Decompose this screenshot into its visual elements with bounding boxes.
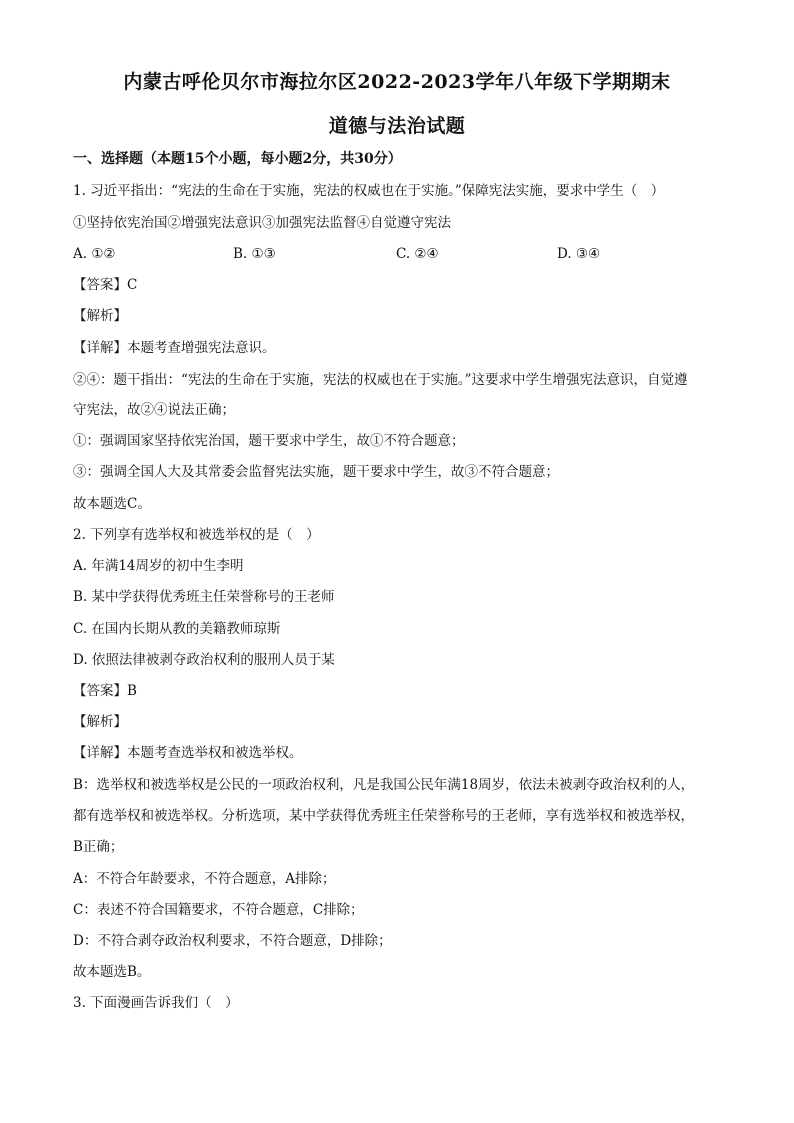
document-title: 内蒙古呼伦贝尔市海拉尔区2022-2023学年八年级下学期期末 — [123, 71, 671, 93]
question-1-answer: 【答案】C — [73, 277, 138, 293]
question-2-analysis-label: 【解析】 — [73, 714, 127, 730]
question-1-explanation-3: ③：强调全国人大及其常委会监督宪法实施，题干要求中学生，故③不符合题意； — [73, 464, 559, 480]
question-1-explanation-2: ①：强调国家坚持依宪治国，题干要求中学生，故①不符合题意； — [73, 433, 465, 449]
question-2-conclusion: 故本题选B。 — [73, 964, 151, 980]
question-1-items: ①坚持依宪治国②增强宪法意识③加强宪法监督④自觉遵守宪法 — [73, 215, 451, 231]
question-2-explanation-3: C：表述不符合国籍要求，不符合题意，C排除； — [73, 902, 364, 918]
question-2-answer: 【答案】B — [73, 683, 137, 699]
question-1-conclusion: 故本题选C。 — [73, 496, 151, 512]
question-2-explanation-1c: B正确； — [73, 839, 124, 855]
question-1-detail: 【详解】本题考查增强宪法意识。 — [73, 340, 276, 356]
question-2-explanation-1a: B：选举权和被选举权是公民的一项政治权利，凡是我国公民年满18周岁，依法未被剥夺政治权利的人， — [73, 777, 695, 793]
question-2-explanation-4: D：不符合剥夺政治权利要求，不符合题意，D排除； — [73, 933, 392, 949]
question-2-explanation-1b: 都有选举权和被选举权。分析选项，某中学获得优秀班主任荣誉称号的王老师，享有选举权和被选举权， — [73, 808, 694, 824]
question-1-option-a: A. ①② — [73, 246, 116, 262]
question-1-explanation-1b: 守宪法，故②④说法正确； — [73, 402, 235, 418]
question-1-analysis-label: 【解析】 — [73, 308, 127, 324]
question-2-explanation-2: A：不符合年龄要求，不符合题意，A排除； — [73, 871, 336, 887]
question-2-option-a: A. 年满14周岁的初中生李明 — [73, 558, 244, 574]
question-3-stem: 3. 下面漫画告诉我们（ ） — [73, 995, 239, 1011]
question-2-option-d: D. 依照法律被剥夺政治权利的服刑人员于某 — [73, 652, 335, 668]
question-2-option-b: B. 某中学获得优秀班主任荣誉称号的王老师 — [73, 589, 335, 605]
question-2-option-c: C. 在国内长期从教的美籍教师琼斯 — [73, 621, 281, 637]
question-2-stem: 2. 下列享有选举权和被选举权的是（ ） — [73, 527, 320, 543]
question-1-option-b: B. ①③ — [233, 246, 276, 262]
question-1-option-d: D. ③④ — [557, 246, 601, 262]
question-1-option-c: C. ②④ — [396, 246, 439, 262]
document-subtitle: 道德与法治试题 — [328, 115, 466, 137]
section-heading: 一、选择题（本题15个小题，每小题2分，共30分） — [73, 151, 402, 167]
question-1-explanation-1a: ②④：题干指出：“宪法的生命在于实施，宪法的权威也在于实施。”这要求中学生增强宪法意识，自觉遵 — [73, 372, 688, 388]
question-2-detail: 【详解】本题考查选举权和被选举权。 — [73, 745, 303, 761]
question-1-stem: 1. 习近平指出：“宪法的生命在于实施，宪法的权威也在于实施。”保障宪法实施，要求中学生（ ） — [73, 183, 665, 199]
